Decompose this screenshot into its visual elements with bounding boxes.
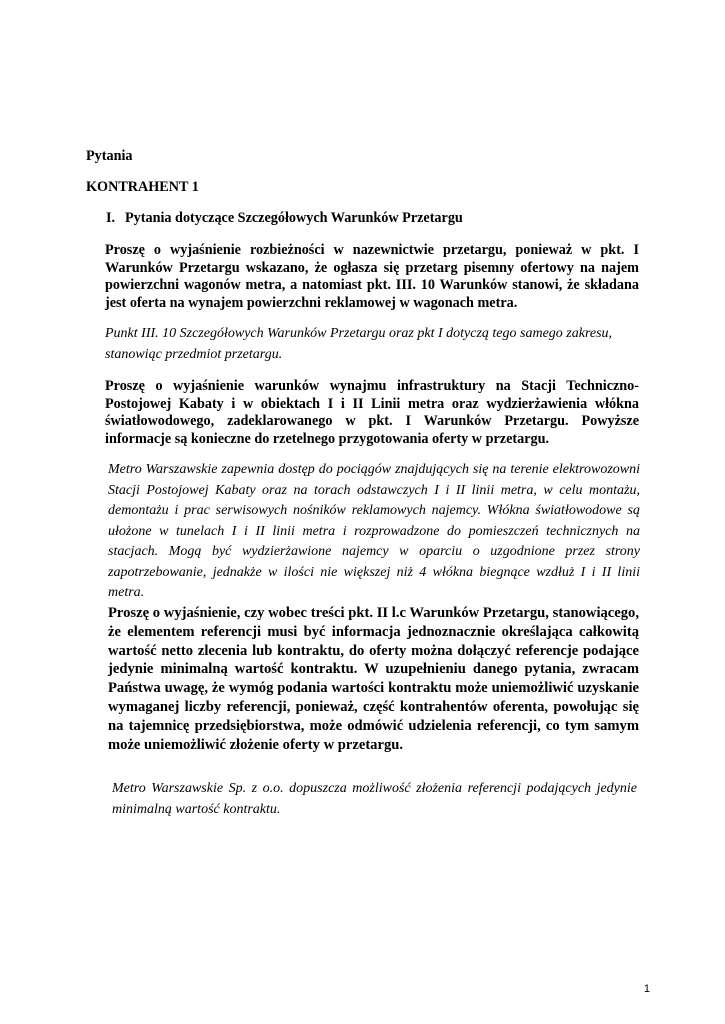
answer-2: Metro Warszawskie zapewnia dostęp do pociągów znajdujących się na terenie elektrowozowni Stacji Postojowej Kabaty oraz na torach odstawczych I i II linii metra, w celu montażu, demontażu i prac serwisowych nośników reklamowych najemcy. Włókna światłowodowe są ułożone w tunelach I i II linii metra i rozprowadzone do pomieszczeń technicznych na stacjach. Mogą być wydzierżawione najemcy w oparciu o uzgodnione przez strony zapotrzebowanie, jednakże w ilości nie większej niż 4 włókna biegnące wzdłuż I i II linii metra. [108,462,640,600]
section-title: Pytania dotyczące Szczegółowych Warunków Przetargu [125,210,463,226]
page-number: 1 [643,983,650,995]
question-3: Proszę o wyjaśnienie, czy wobec treści pkt. II l.c Warunków Przetargu, stanowiącego, że elementem referencji musi być informacja jednoznacznie określająca całkowitą wartość netto zlecenia lub kontraktu, do oferty można dołączyć referencje podające jedynie minimalną wartość kontraktu. W uzupełnieniu danego pytania, zwracam Państwa uwagę, że wymóg podania wartości kontraktu może uniemożliwić uzyskanie wymaganej liczby referencji, ponieważ, część kontrahentów oferenta, powołując się na tajemnicę przedsiębiorstwa, może odmówić udzielenia referencji, co tym samym może uniemożliwić złożenie oferty w przetargu. [108,605,639,753]
answer-3: Metro Warszawskie Sp. z o.o. dopuszcza możliwość złożenia referencji podających jedynie minimalną wartość kontraktu. [112,781,637,817]
question-1: Proszę o wyjaśnienie rozbieżności w nazewnictwie przetargu, ponieważ w pkt. I Warunków Przetargu wskazano, że ogłasza się przetarg pisemny ofertowy na najem powierzchni wagonów metra, a natomiast pkt. III. 10 Warunków stanowi, że składana jest oferta na wynajem powierzchni reklamowej w wagonach metra. [105,242,639,311]
section-heading [106,210,626,228]
question-2: Proszę o wyjaśnienie warunków wynajmu infrastruktury na Stacji Techniczno-Postojowej Kabaty i w obiektach I i II Linii metra oraz wydzierżawienia włókna światłowodowego, zadeklarowanego w pkt. I Warunków Przetargu. Powyższe informacje są konieczne do rzetelnego przygotowania oferty w przetargu. [105,378,639,447]
contractor-heading: KONTRAHENT 1 [86,179,199,195]
section-number: I. [106,210,116,226]
document-title: Pytania [86,148,133,164]
answer-1: Punkt III. 10 Szczegółowych Warunków Przetargu oraz pkt I dotyczą tego samego zakresu, stanowiąc przedmiot przetargu. [105,326,613,362]
